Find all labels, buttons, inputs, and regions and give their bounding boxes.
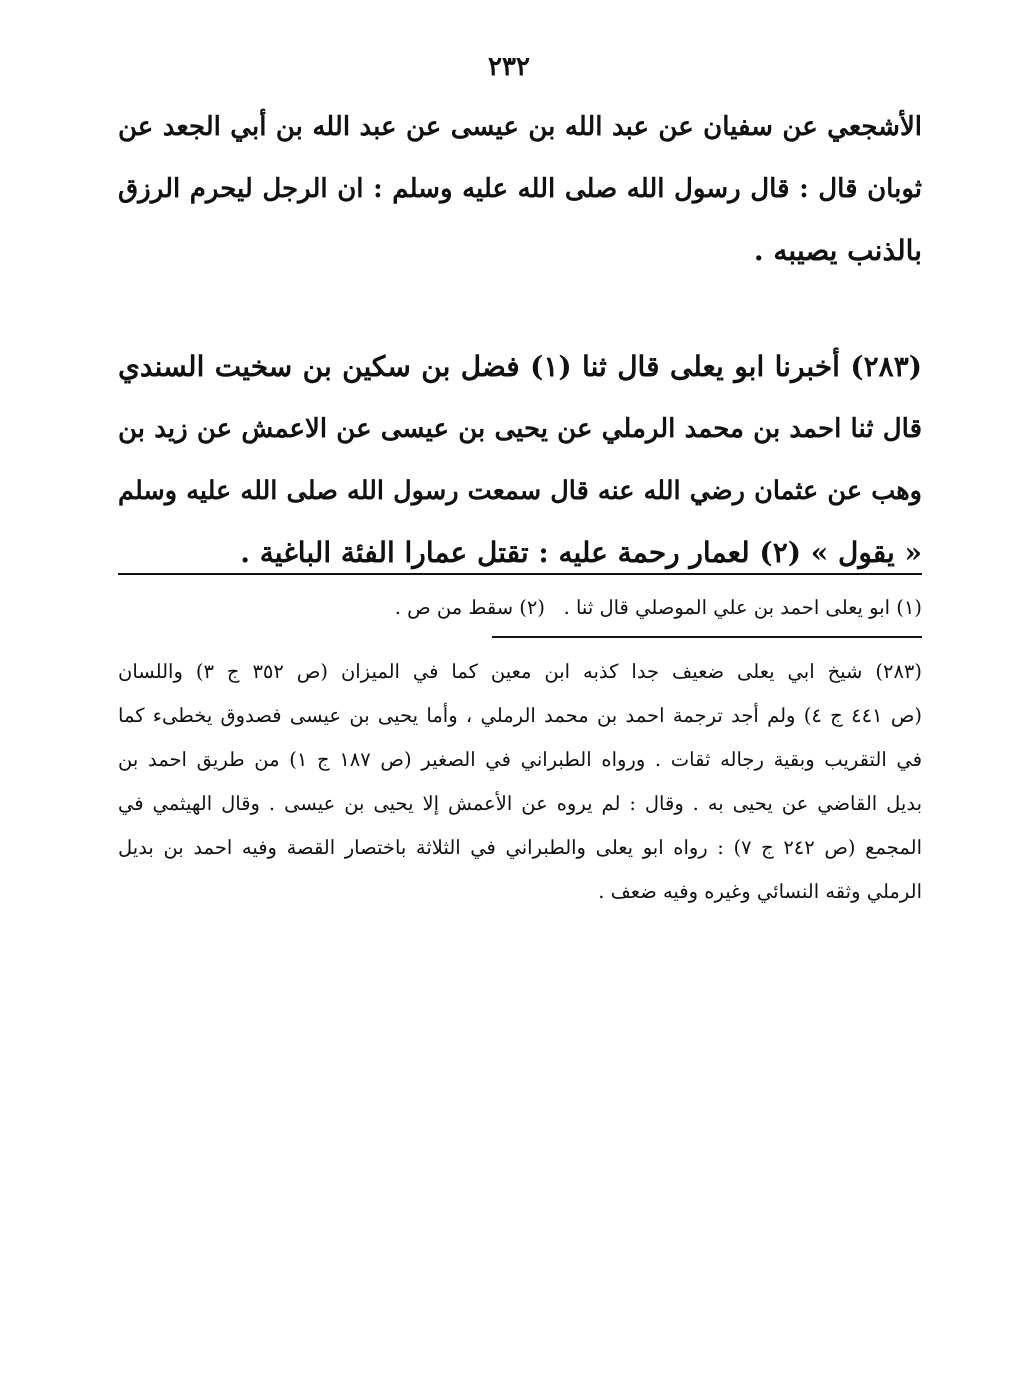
commentary-number: (٢٨٣) xyxy=(875,660,922,683)
commentary-line: (ص ٤٤١ ج ٤) ولم أجد ترجمة احمد بن محمد الرملي ، وأما يحيى بن عيسى فصدوق يخطىء كما xyxy=(118,704,922,727)
hadith-283-paragraph xyxy=(118,336,922,584)
commentary-first-line: شيخ ابي يعلى ضعيف جدا كذبه ابن معين كما في الميزان (ص ٣٥٢ ج ٣) واللسان xyxy=(118,660,863,683)
footnote-2: (٢) سقط من ص . xyxy=(394,596,545,619)
text-line: وهب عن عثمان رضي الله عنه قال سمعت رسول الله صلى الله عليه وسلم xyxy=(118,476,922,506)
commentary-line: الرملي وثقه النسائي وغيره وفيه ضعف . xyxy=(598,880,922,903)
footnote-line xyxy=(118,586,922,630)
text-line: قال ثنا احمد بن محمد الرملي عن يحيى بن عيسى عن الاعمش عن زيد بن xyxy=(118,414,922,444)
commentary-line xyxy=(118,650,922,694)
text-line xyxy=(118,336,922,398)
hadith-number: (٢٨٣) xyxy=(850,350,922,383)
footnote-1: (١) ابو يعلى احمد بن علي الموصلي قال ثنا . xyxy=(563,596,922,619)
commentary xyxy=(118,650,922,914)
footnotes xyxy=(118,586,922,630)
text-line: الأشجعي عن سفيان عن عبد الله بن عيسى عن عبد الله بن أبي الجعد عن xyxy=(118,112,922,142)
text-line: ثوبان قال : قال رسول الله صلى الله عليه وسلم : ان الرجل ليحرم الرزق xyxy=(118,174,922,204)
commentary-line: بديل القاضي عن يحيى به . وقال : لم يروه عن الأعمش إلا يحيى بن عيسى . وقال الهيثمي في xyxy=(118,792,922,815)
commentary-line: في التقريب وبقية رجاله ثقات . ورواه الطبراني في الصغير (ص ١٨٧ ج ١) من طريق احمد بن xyxy=(118,748,922,771)
footnote-divider xyxy=(118,573,922,575)
text-line: « يقول » (٢) لعمار رحمة عليه : تقتل عمارا الفئة الباغية . xyxy=(240,536,922,569)
continued-hadith-paragraph xyxy=(118,96,922,282)
page-number: ٢٣٢ xyxy=(488,52,530,82)
commentary-divider xyxy=(492,636,922,638)
hadith-first-line: أخبرنا ابو يعلى قال ثنا (١) فضل بن سكين بن سخيت السندي xyxy=(118,350,840,383)
commentary-line: المجمع (ص ٢٤٢ ج ٧) : رواه ابو يعلى والطبراني في الثلاثة باختصار القصة وفيه احمد بن بديل xyxy=(118,836,922,859)
text-line: بالذنب يصيبه . xyxy=(753,234,922,267)
